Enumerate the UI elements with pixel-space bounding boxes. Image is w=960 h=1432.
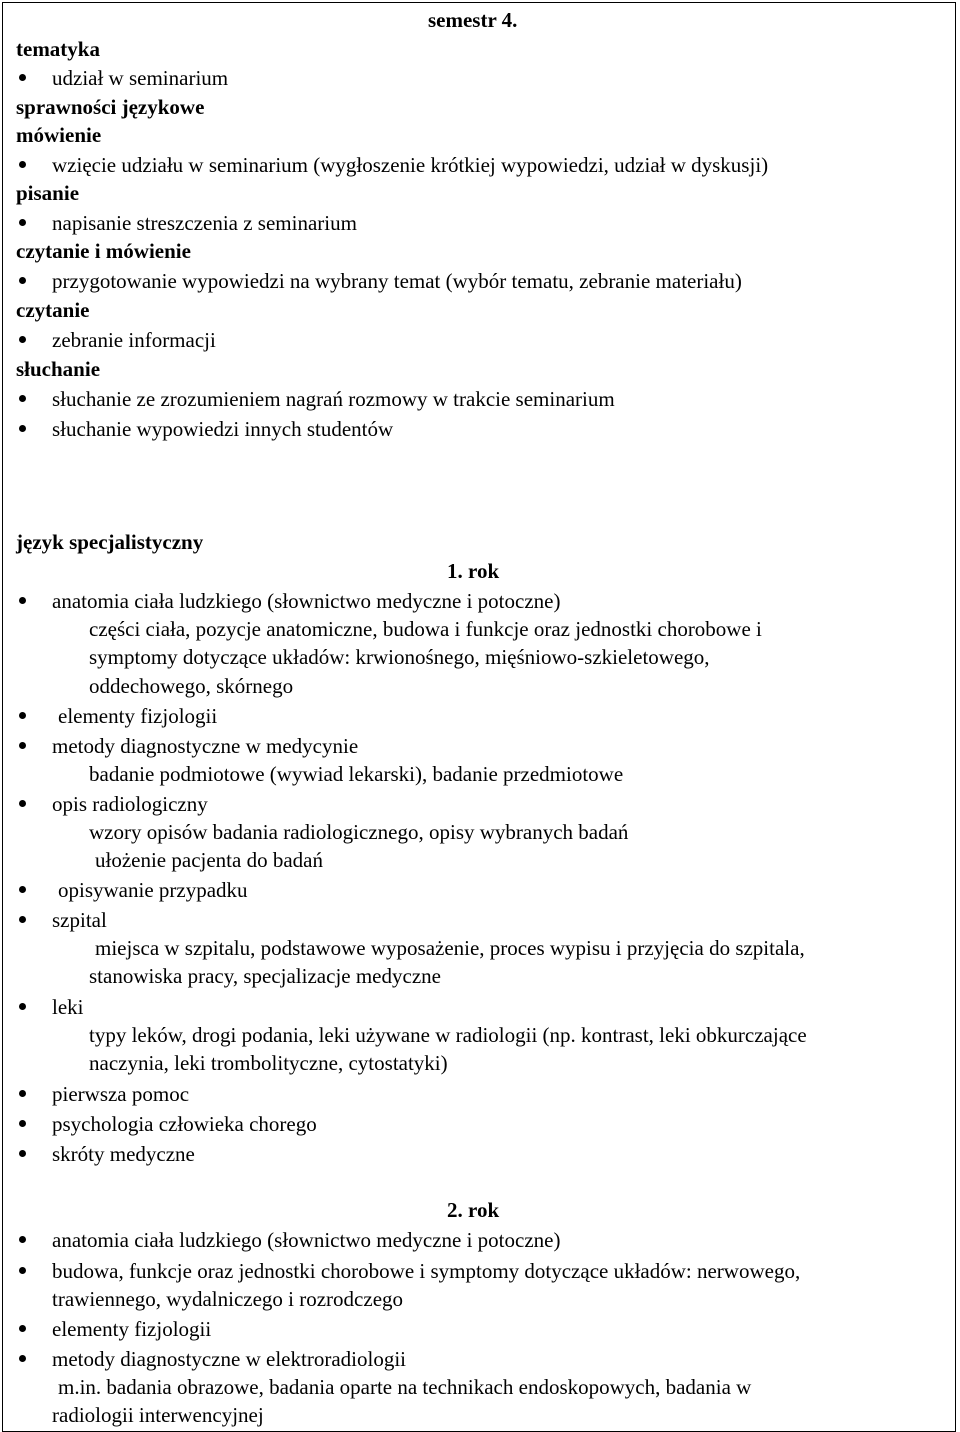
list-item: napisanie streszczenia z seminarium	[52, 211, 357, 235]
bullet-icon	[19, 597, 26, 604]
bullet-icon	[19, 219, 26, 226]
list-item: słuchanie wypowiedzi innych studentów	[52, 417, 394, 441]
bullet-icon	[19, 1267, 26, 1274]
sluchanie-heading: słuchanie	[16, 357, 101, 381]
sprawnosci-heading: sprawności językowe	[16, 95, 205, 119]
list-item: elementy fizjologii	[58, 704, 218, 728]
bullet-icon	[19, 800, 26, 807]
sub-item: części ciała, pozycje anatomiczne, budowa i funkcje oraz jednostki chorobowe i	[89, 617, 762, 641]
rok2-heading: 2. rok	[447, 1198, 500, 1222]
list-item: anatomia ciała ludzkiego (słownictwo medyczne i potoczne)	[52, 589, 561, 613]
list-item: metody diagnostyczne w elektroradiologii	[52, 1347, 406, 1371]
sub-item: naczynia, leki trombolityczne, cytostatyki)	[89, 1051, 448, 1075]
list-item: przygotowanie wypowiedzi na wybrany temat (wybór tematu, zebranie materiału)	[52, 269, 742, 293]
bullet-icon	[19, 742, 26, 749]
czytanie-mowienie-heading: czytanie i mówienie	[16, 239, 191, 263]
list-item: leki	[52, 995, 84, 1019]
sub-item: badanie podmiotowe (wywiad lekarski), badanie przedmiotowe	[89, 762, 624, 786]
pisanie-heading: pisanie	[16, 181, 80, 205]
bullet-icon	[19, 1150, 26, 1157]
bullet-icon	[19, 712, 26, 719]
list-item: udział w seminarium	[52, 66, 229, 90]
bullet-icon	[19, 916, 26, 923]
semester-title: semestr 4.	[428, 8, 518, 32]
sub-item: miejsca w szpitalu, podstawowe wyposażenie, proces wypisu i przyjęcia do szpitala,	[95, 936, 805, 960]
list-item: skróty medyczne	[52, 1142, 195, 1166]
list-item: opis radiologiczny	[52, 792, 208, 816]
list-item: wzięcie udziału w seminarium (wygłoszenie krótkiej wypowiedzi, udział w dyskusji)	[52, 153, 769, 177]
mowienie-heading: mówienie	[16, 123, 102, 147]
sub-item: oddechowego, skórnego	[89, 674, 294, 698]
list-item: budowa, funkcje oraz jednostki chorobowe i symptomy dotyczące układów: nerwowego,	[52, 1259, 801, 1283]
list-item: metody diagnostyczne w medycynie	[52, 734, 359, 758]
rok1-heading: 1. rok	[447, 559, 500, 583]
list-item: psychologia człowieka chorego	[52, 1112, 317, 1136]
bullet-icon	[19, 1090, 26, 1097]
bullet-icon	[19, 1355, 26, 1362]
list-item: opisywanie przypadku	[58, 878, 248, 902]
bullet-icon	[19, 886, 26, 893]
list-item: słuchanie ze zrozumieniem nagrań rozmowy w trakcie seminarium	[52, 387, 615, 411]
tematyka-heading: tematyka	[16, 37, 100, 61]
jezyk-heading: język specjalistyczny	[16, 530, 204, 554]
bullet-icon	[19, 161, 26, 168]
list-item: anatomia ciała ludzkiego (słownictwo medyczne i potoczne)	[52, 1228, 561, 1252]
sub-item: radiologii interwencyjnej	[52, 1403, 264, 1427]
list-item-continuation: trawiennego, wydalniczego i rozrodczego	[52, 1287, 404, 1311]
sub-item: symptomy dotyczące układów: krwionośnego, mięśniowo-szkieletowego,	[89, 645, 710, 669]
sub-item: wzory opisów badania radiologicznego, opisy wybranych badań	[89, 820, 629, 844]
sub-item: ułożenie pacjenta do badań	[95, 848, 323, 872]
sub-item: stanowiska pracy, specjalizacje medyczne	[89, 964, 441, 988]
list-item: zebranie informacji	[52, 328, 216, 352]
list-item: pierwsza pomoc	[52, 1082, 190, 1106]
bullet-icon	[19, 277, 26, 284]
bullet-icon	[19, 425, 26, 432]
sub-item: typy leków, drogi podania, leki używane w radiologii (np. kontrast, leki obkurczające	[89, 1023, 807, 1047]
czytanie-heading: czytanie	[16, 298, 90, 322]
sub-item: m.in. badania obrazowe, badania oparte na technikach endoskopowych, badania w	[58, 1375, 752, 1399]
bullet-icon	[19, 336, 26, 343]
list-item: szpital	[52, 908, 107, 932]
bullet-icon	[19, 1003, 26, 1010]
bullet-icon	[19, 1120, 26, 1127]
bullet-icon	[19, 1236, 26, 1243]
bullet-icon	[19, 74, 26, 81]
list-item: elementy fizjologii	[52, 1317, 212, 1341]
bullet-icon	[19, 1325, 26, 1332]
bullet-icon	[19, 395, 26, 402]
